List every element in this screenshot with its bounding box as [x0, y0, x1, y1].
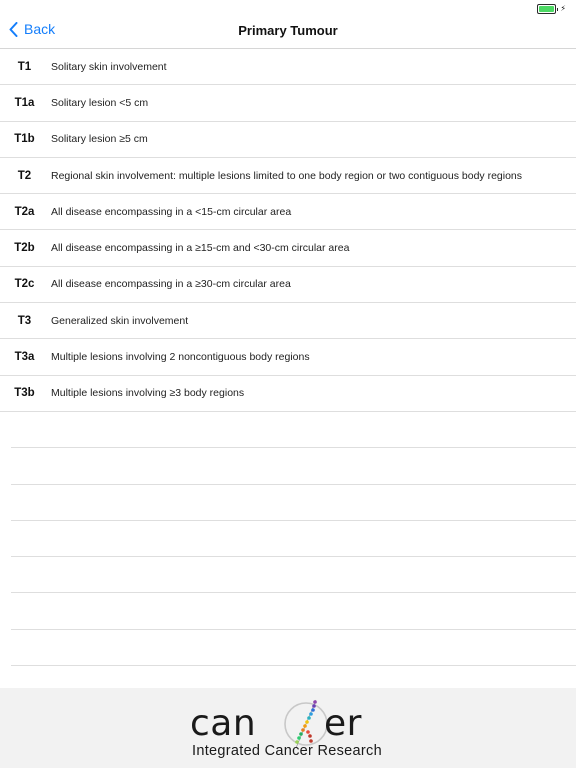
stage-code: T3b	[14, 387, 35, 400]
table-row[interactable]	[0, 267, 576, 303]
empty-row	[11, 593, 576, 629]
stage-code: T2c	[14, 278, 35, 291]
stage-code: T2b	[14, 242, 35, 255]
navigation-bar	[0, 14, 576, 49]
status-bar	[0, 0, 576, 14]
stage-description: Solitary lesion ≥5 cm	[51, 133, 148, 146]
stage-description: All disease encompassing in a ≥30-cm circular area	[51, 278, 291, 291]
table-row[interactable]	[0, 303, 576, 339]
page-title: Primary Tumour	[238, 23, 338, 38]
table-row[interactable]	[0, 194, 576, 230]
empty-row	[11, 412, 576, 448]
table-row[interactable]	[0, 49, 576, 85]
back-label: Back	[24, 21, 56, 37]
staging-table	[0, 49, 576, 666]
logo-subtitle: Integrated Cancer Research	[192, 743, 382, 759]
stage-description: Regional skin involvement: multiple lesions limited to one body region or two contiguous body regions	[51, 169, 523, 182]
stage-code: T3	[17, 314, 32, 327]
bolt-icon: ⚡	[560, 4, 566, 13]
logo-word-start: can	[190, 703, 257, 744]
stage-description: Solitary skin involvement	[51, 60, 167, 73]
empty-row	[11, 448, 576, 484]
table-row[interactable]	[0, 376, 576, 412]
table-row[interactable]	[0, 122, 576, 158]
table-row[interactable]	[0, 158, 576, 194]
stage-code: T2a	[14, 205, 35, 218]
stage-description: Multiple lesions involving 2 noncontiguous body regions	[51, 351, 310, 364]
empty-row	[11, 557, 576, 593]
table-row[interactable]	[0, 85, 576, 121]
table-row[interactable]	[0, 230, 576, 266]
empty-row	[11, 630, 576, 666]
stage-description: Multiple lesions involving ≥3 body regions	[51, 387, 245, 400]
table-row[interactable]	[0, 339, 576, 375]
stage-description: Generalized skin involvement	[51, 314, 189, 327]
stage-description: All disease encompassing in a <15-cm circular area	[51, 205, 292, 218]
empty-row	[11, 521, 576, 557]
canxer-logo	[190, 696, 390, 764]
stage-code: T1b	[14, 133, 35, 146]
stage-code: T1a	[14, 96, 35, 109]
stage-code: T3a	[14, 351, 35, 364]
empty-row	[11, 485, 576, 521]
battery-icon	[537, 4, 566, 14]
logo-word-end: er	[324, 703, 362, 744]
stage-description: All disease encompassing in a ≥15-cm and <30-cm circular area	[51, 242, 350, 255]
stage-code: T2	[17, 169, 32, 182]
footer	[0, 688, 576, 768]
stage-description: Solitary lesion <5 cm	[51, 96, 149, 109]
stage-code: T1	[17, 60, 32, 73]
